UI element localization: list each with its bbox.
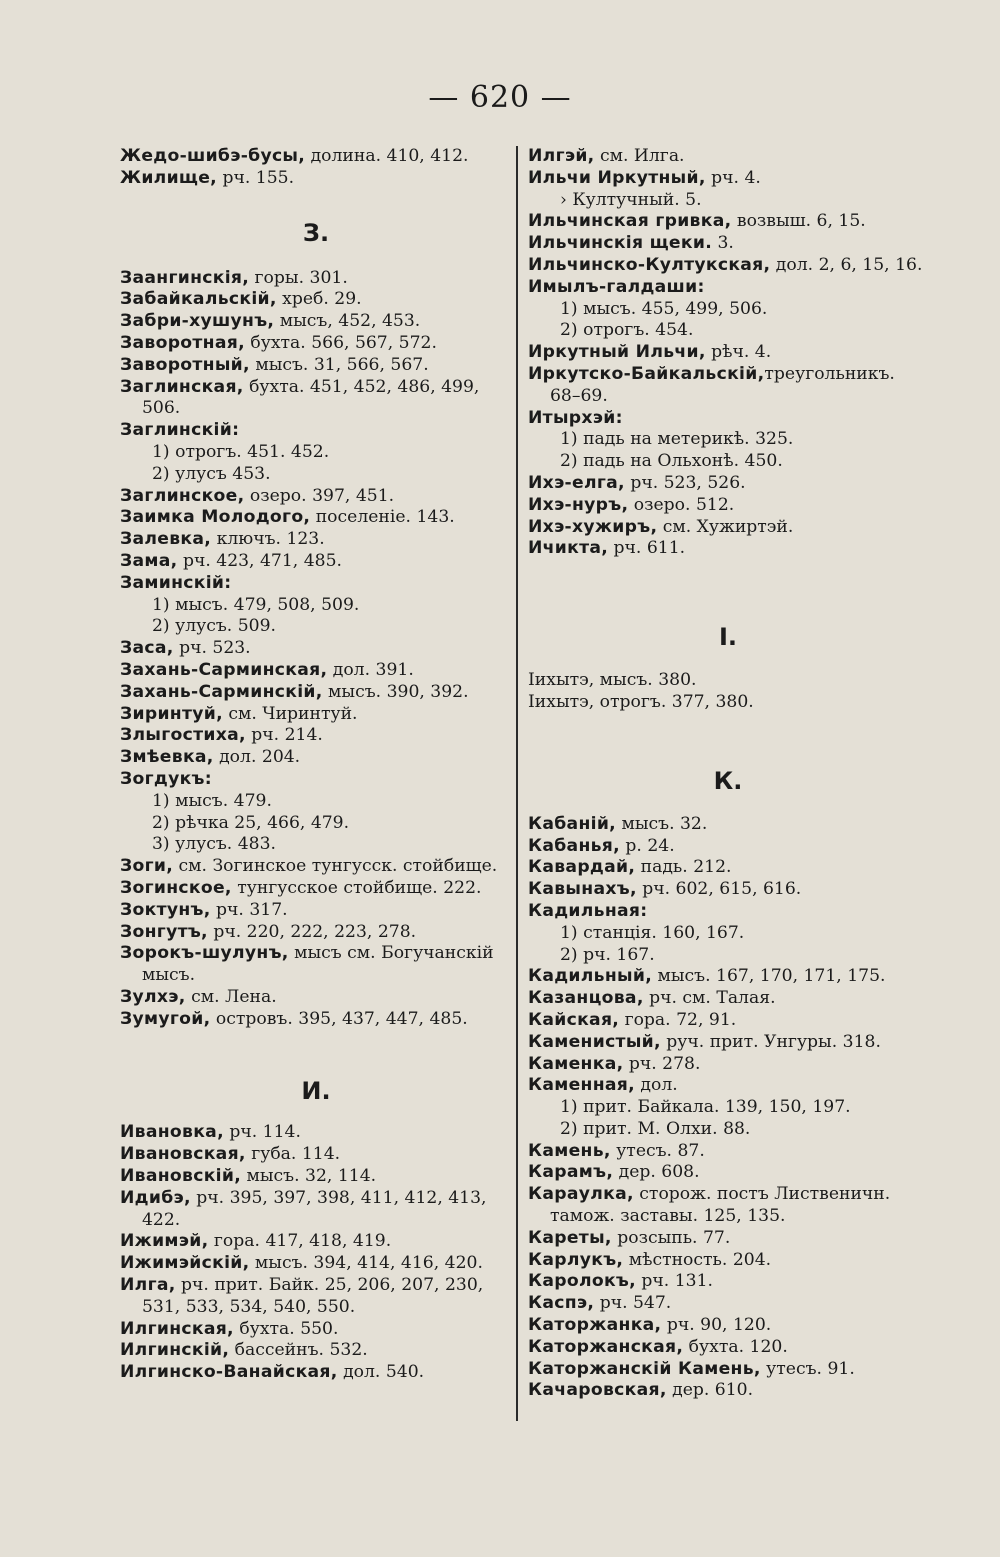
entry-details: бухта. 451, 452, 486, 499, 506. (142, 376, 480, 419)
entry-headword: Кайская, (528, 1009, 620, 1030)
index-entry (120, 987, 512, 1009)
entry-headword: Заглинскій: (120, 420, 240, 441)
entry-details: дер. 610. (666, 1380, 754, 1401)
index-entry (120, 878, 512, 900)
entry-details: рч. 114. (223, 1122, 301, 1143)
entry-headword: Кабанья, (528, 835, 620, 856)
entry-headword: Каторжанская, (528, 1336, 684, 1357)
index-entry (528, 255, 928, 277)
left-index-column (120, 146, 512, 1384)
index-entry (528, 1337, 928, 1359)
index-entry (120, 377, 512, 421)
entry-details: рч. 214. (245, 725, 323, 746)
entry-details: рч. 90, 120. (661, 1315, 772, 1336)
index-entry (528, 538, 928, 560)
index-entry (528, 1010, 928, 1032)
section-letter: И. (301, 1077, 331, 1106)
entry-details: рч. 131. (635, 1271, 713, 1292)
entry-headword: Кавынахъ, (528, 879, 637, 900)
entry-details: островъ. 395, 437, 447, 485. (210, 1008, 468, 1029)
entry-details: рч. 4. (705, 167, 761, 188)
entry-headword: Зогинское, (120, 877, 232, 898)
index-subentry: 1) мысъ. 479. (152, 790, 272, 811)
index-entry (120, 486, 512, 508)
index-subentry: 2) отрогъ. 454. (560, 320, 694, 341)
entry-headword: Иркутско-Байкальскій, (528, 363, 765, 384)
index-subentry: 2) падь на Ольхонѣ. 450. (560, 451, 783, 472)
entry-details: дол. 391. (327, 659, 414, 680)
entry-details: рч. 547. (594, 1293, 672, 1314)
entry-headword: Зогдукъ: (120, 768, 212, 789)
entry-headword: Ивановка, (120, 1122, 224, 1143)
entry-headword: Кареты, (528, 1227, 612, 1248)
index-entry (528, 836, 928, 858)
entry-headword: Ихэ-елга, (528, 472, 625, 493)
index-subentry: 2) рѣчка 25, 466, 479. (152, 812, 350, 833)
entry-details: дол. 2, 6, 15, 16. (770, 254, 923, 275)
entry-details: хреб. 29. (276, 289, 362, 310)
entry-details: ключъ. 123. (211, 529, 325, 550)
index-subentry: 3) улусъ. 483. (152, 834, 277, 855)
entry-details: см. Зогинское тунгусск. стойбище. (173, 856, 498, 877)
index-entry (528, 364, 928, 408)
entry-details: мысъ. 32, 114. (241, 1166, 377, 1187)
index-entry (120, 1009, 512, 1031)
entry-headword: Зонгутъ, (120, 921, 208, 942)
entry-headword: Каменистый, (528, 1031, 661, 1052)
index-entry (120, 638, 512, 660)
entry-details: рч. 220, 222, 223, 278. (207, 921, 417, 942)
index-entry (528, 1293, 928, 1315)
entry-details: Iихытэ, отрогъ. 377, 380. (528, 691, 754, 712)
entry-details: мысъ. 32. (616, 813, 708, 834)
entry-details: гора. 72, 91. (619, 1009, 737, 1030)
entry-headword: Итырхэй: (528, 407, 623, 428)
index-entry (528, 1380, 928, 1402)
entry-headword: Жилище, (120, 167, 218, 188)
entry-headword: Идибэ, (120, 1187, 191, 1208)
entry-headword: Ихэ-нуръ, (528, 494, 629, 515)
entry-details: дол. (634, 1075, 678, 1096)
index-entry (528, 1184, 928, 1228)
entry-headword: Кадильный, (528, 966, 653, 987)
entry-details: рч. 278. (623, 1053, 701, 1074)
index-entry (120, 168, 512, 190)
entry-headword: Камень, (528, 1140, 611, 1161)
entry-headword: Каспэ, (528, 1293, 595, 1314)
entry-headword: Заминскій: (120, 572, 232, 593)
index-subentry: 1) мысъ. 479, 508, 509. (152, 594, 360, 615)
entry-headword: Заимка Молодого, (120, 507, 311, 528)
index-subentry: 1) станція. 160, 167. (560, 922, 745, 943)
entry-headword: Заангинскія, (120, 267, 250, 288)
index-entry (120, 900, 512, 922)
index-entry (528, 1359, 928, 1381)
entry-details: мысъ. 390, 392. (322, 681, 469, 702)
entry-details: рч. 395, 397, 398, 411, 412, 413, 422. (142, 1187, 487, 1230)
entry-headword: Захань-Сарминская, (120, 659, 328, 680)
entry-headword: Зоктунъ, (120, 899, 211, 920)
entry-headword: Качаровская, (528, 1380, 667, 1401)
index-entry (120, 507, 512, 529)
entry-headword: Ильчинская гривка, (528, 211, 732, 232)
right-index-column (528, 146, 928, 1402)
entry-details: тунгусское стойбище. 222. (231, 877, 482, 898)
index-subentry: 2) улусъ. 509. (152, 616, 277, 637)
entry-headword: Заглинское, (120, 485, 245, 506)
entry-details: рч. см. Талая. (643, 988, 776, 1009)
index-entry (528, 342, 928, 364)
index-entry (528, 1250, 928, 1272)
index-entry (120, 747, 512, 769)
entry-headword: Кабаній, (528, 813, 616, 834)
index-entry (120, 922, 512, 944)
entry-headword: Каторжанскій Камень, (528, 1358, 761, 1379)
entry-details: падь. 212. (635, 857, 732, 878)
entry-headword: Зумугой, (120, 1008, 211, 1029)
entry-details: бассейнъ. 532. (229, 1340, 368, 1361)
entry-details: см. Илга. (594, 146, 685, 166)
index-entry (120, 1188, 512, 1232)
entry-headword: Жедо-шибэ-бусы, (120, 146, 306, 166)
index-entry (528, 233, 928, 255)
index-subentry: 1) прит. Байкала. 139, 150, 197. (560, 1097, 851, 1118)
entry-headword: Каролокъ, (528, 1271, 636, 1292)
index-entry (120, 704, 512, 726)
index-entry (120, 1362, 512, 1384)
entry-headword: Казанцова, (528, 988, 644, 1009)
index-entry (120, 682, 512, 704)
index-entry (120, 660, 512, 682)
index-entry (528, 1075, 928, 1097)
entry-details: гора. 417, 418, 419. (208, 1231, 392, 1252)
section-letter: З. (302, 218, 330, 247)
entry-headword: Илгэй, (528, 146, 595, 166)
entry-headword: Иркутный Ильчи, (528, 342, 706, 363)
entry-details: треугольникъ. 68–69. (550, 363, 895, 406)
entry-headword: Злыгостиха, (120, 725, 246, 746)
index-entry (120, 573, 512, 595)
index-entry (120, 289, 512, 311)
index-entry (120, 146, 512, 168)
index-entry (528, 1271, 928, 1293)
entry-headword: Заса, (120, 638, 174, 659)
index-entry (528, 988, 928, 1010)
section-letter: К. (713, 766, 743, 795)
index-entry (528, 495, 928, 517)
entry-details: дол. 204. (213, 747, 301, 768)
entry-headword: Карлукъ, (528, 1249, 624, 1270)
entry-details: р. 24. (619, 835, 675, 856)
entry-headword: Зиринтуй, (120, 703, 223, 724)
entry-headword: Зама, (120, 550, 178, 571)
entry-details: см. Чиринтуй. (222, 703, 358, 724)
index-entry (528, 670, 928, 692)
entry-details: 3. (712, 233, 734, 254)
index-subentry: 1) мысъ. 455, 499, 506. (560, 298, 768, 319)
index-subentry: 2) улусъ 453. (152, 463, 271, 484)
index-entry (528, 473, 928, 495)
index-entry (120, 1144, 512, 1166)
column-divider (516, 146, 518, 1421)
entry-details: утесъ. 87. (610, 1140, 705, 1161)
entry-headword: Илгинская, (120, 1318, 234, 1339)
entry-headword: Каменка, (528, 1053, 624, 1074)
entry-headword: Каторжанка, (528, 1315, 662, 1336)
index-entry (120, 420, 512, 442)
entry-headword: Илга, (120, 1275, 176, 1296)
index-entry (120, 725, 512, 747)
index-entry (120, 1340, 512, 1362)
entry-details: мѣстность. 204. (623, 1249, 772, 1270)
index-entry (120, 943, 512, 987)
section-letter: I. (718, 623, 738, 652)
index-subentry: 2) рч. 167. (560, 944, 655, 965)
index-entry (528, 1032, 928, 1054)
entry-details: утесъ. 91. (760, 1358, 855, 1379)
entry-details: озеро. 512. (628, 494, 735, 515)
index-entry (528, 1141, 928, 1163)
index-entry (528, 517, 928, 539)
entry-headword: Кадильная: (528, 900, 648, 921)
index-entry (528, 879, 928, 901)
index-entry (528, 814, 928, 836)
entry-details: мысъ, 452, 453. (274, 311, 421, 332)
index-entry (120, 268, 512, 290)
entry-details: мысъ см. Богучанскій мысъ. (142, 943, 494, 986)
index-entry (120, 355, 512, 377)
entry-headword: Ивановская, (120, 1144, 246, 1165)
entry-headword: Карамъ, (528, 1162, 614, 1183)
entry-headword: Каменная, (528, 1075, 635, 1096)
entry-details: мысъ. 394, 414, 416, 420. (249, 1253, 483, 1274)
entry-headword: Забайкальскій, (120, 289, 277, 310)
entry-details: губа. 114. (245, 1144, 341, 1165)
entry-headword: Ижимэйскій, (120, 1253, 250, 1274)
entry-details: мысъ. 167, 170, 171, 175. (652, 966, 886, 987)
index-entry (120, 1122, 512, 1144)
entry-headword: Илгинскій, (120, 1340, 230, 1361)
entry-headword: Ижимэй, (120, 1231, 209, 1252)
entry-headword: Ичикта, (528, 538, 609, 559)
entry-details: см. Лена. (185, 986, 277, 1007)
index-subentry: 2) прит. М. Олхи. 88. (560, 1118, 751, 1139)
entry-details: см. Хужиртэй. (657, 516, 794, 537)
index-entry (528, 966, 928, 988)
index-entry (528, 168, 928, 190)
index-entry (120, 769, 512, 791)
entry-headword: Захань-Сарминскій, (120, 681, 323, 702)
index-entry (528, 692, 928, 714)
entry-details: дол. 540. (337, 1362, 425, 1383)
entry-headword: Заглинская, (120, 376, 244, 397)
entry-details: розсыпь. 77. (611, 1227, 731, 1248)
index-entry (120, 1231, 512, 1253)
index-entry (528, 211, 928, 233)
entry-headword: Ивановскій, (120, 1166, 242, 1187)
index-entry (528, 408, 928, 430)
entry-headword: Ильчинскія щеки. (528, 233, 713, 254)
entry-details: сторож. постъ Лиственичн. тамож. заставы. 125, 135. (550, 1184, 891, 1227)
entry-headword: Заворотная, (120, 332, 245, 353)
index-entry (528, 1315, 928, 1337)
entry-details: рч. прит. Байк. 25, 206, 207, 230, 531, 533, 534, 540, 550. (142, 1275, 484, 1317)
index-entry (528, 1228, 928, 1250)
index-entry (120, 551, 512, 573)
index-entry (528, 1054, 928, 1076)
entry-details: мысъ. 31, 566, 567. (249, 354, 429, 375)
entry-headword: Ильчинско-Култукская, (528, 254, 771, 275)
entry-headword: Залевка, (120, 529, 212, 550)
index-entry (120, 529, 512, 551)
entry-headword: Ильчи Иркутный, (528, 167, 706, 188)
entry-headword: Караулка, (528, 1184, 634, 1205)
entry-details: поселеніе. 143. (310, 507, 455, 528)
index-entry (528, 901, 928, 923)
entry-details: озеро. 397, 451. (244, 485, 395, 506)
entry-details: руч. прит. Унгуры. 318. (660, 1031, 881, 1052)
page-number: — 620 — (428, 80, 572, 115)
entry-headword: Заворотный, (120, 354, 250, 375)
index-entry (120, 1253, 512, 1275)
index-entry (120, 856, 512, 878)
index-subentry: › Култучный. 5. (560, 189, 702, 210)
index-entry (120, 333, 512, 355)
entry-headword: Зулхэ, (120, 986, 186, 1007)
entry-details: рч. 317. (210, 899, 288, 920)
entry-details: долина. 410, 412. (305, 146, 469, 166)
index-entry (120, 311, 512, 333)
entry-details: рѣч. 4. (705, 342, 772, 363)
entry-headword: Кавардай, (528, 857, 636, 878)
entry-details: бухта. 550. (233, 1318, 339, 1339)
index-subentry: 1) падь на метерикѣ. 325. (560, 429, 794, 450)
entry-details: бухта. 566, 567, 572. (244, 332, 437, 353)
index-subentry: 1) отрогъ. 451. 452. (152, 441, 330, 462)
entry-details: дер. 608. (613, 1162, 700, 1183)
index-entry (528, 277, 928, 299)
entry-headword: Забри-хушунъ, (120, 311, 275, 332)
entry-headword: Имылъ-галдаши: (528, 276, 705, 297)
entry-details: возвыш. 6, 15. (731, 211, 866, 232)
entry-headword: Зоги, (120, 856, 174, 877)
index-entry (528, 1162, 928, 1184)
entry-headword: Илгинско-Ванайская, (120, 1362, 338, 1383)
entry-headword: Змѣевка, (120, 747, 214, 768)
entry-details: рч. 523. (173, 638, 251, 659)
entry-details: рч. 602, 615, 616. (636, 879, 802, 900)
index-entry (120, 1275, 512, 1319)
entry-details: горы. 301. (249, 267, 348, 288)
entry-details: рч. 423, 471, 485. (177, 550, 342, 571)
entry-details: Iихытэ, мысъ. 380. (528, 670, 697, 691)
index-entry (120, 1319, 512, 1341)
index-entry (528, 857, 928, 879)
entry-details: рч. 155. (217, 167, 295, 188)
entry-headword: Зорокъ-шулунъ, (120, 943, 289, 964)
index-entry (528, 146, 928, 168)
index-entry (120, 1166, 512, 1188)
entry-headword: Ихэ-хужиръ, (528, 516, 658, 537)
entry-details: рч. 523, 526. (624, 472, 746, 493)
entry-details: рч. 611. (608, 538, 686, 559)
entry-details: бухта. 120. (683, 1336, 788, 1357)
